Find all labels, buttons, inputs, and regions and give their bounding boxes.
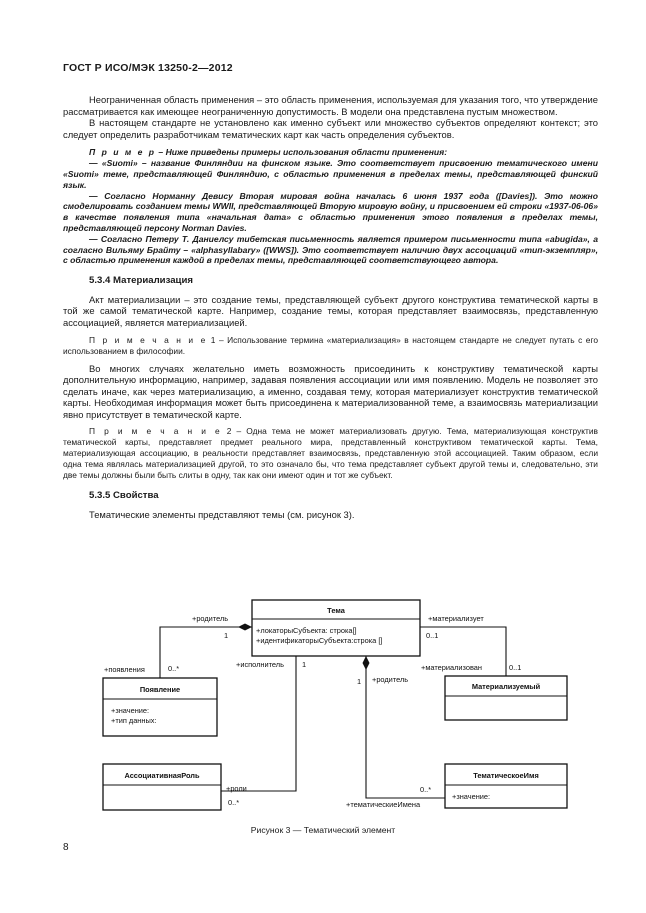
role-label: +родитель (192, 614, 229, 623)
figure-caption: Рисунок 3 — Тематический элемент (250, 825, 396, 835)
multiplicity-label: 0..1 (426, 631, 439, 640)
multiplicity-label: 0..* (168, 664, 180, 673)
association-occurrences (104, 614, 252, 678)
class-attribute: +идентификаторыСубъекта:строка [] (256, 636, 383, 645)
section-heading: 5.3.5 Свойства (89, 490, 159, 502)
role-label: +исполнитель (236, 660, 284, 669)
composition-diamond (363, 656, 370, 670)
note: П р и м е ч а н и е 1 – Использование термина «материализация» в настоящем стандарте не следует путать с его использованием в философии. (63, 334, 598, 356)
association-roles (221, 656, 306, 807)
role-label: +материализует (428, 614, 484, 623)
class-attribute: +значение: (452, 792, 491, 801)
class-reifiable (445, 676, 567, 720)
document-header: ГОСТ Р ИСО/МЭК 13250-2—2012 (63, 62, 233, 74)
role-label: +появления (104, 665, 145, 674)
role-label: +родитель (372, 675, 409, 684)
class-name: Материализуемый (471, 682, 541, 691)
note: П р и м е ч а н и е 2 – Одна тема не может материализовать другую. Тема, материализующая конструктив тематической карты, представляет предмет реального мира, представленный конструктивом тематической карты. Тема, материализующая ассоциацию, в реальности представляет взаимосвязь, представленную этой ассоциацией. Таким образом, если одна тема являлась материализацией другой, то это означало бы, что тема представляет субъект другой темы и, следовательно, эти две темы должны были быть слиты в одну, так как они имеют один и тот же субъект. (63, 426, 598, 481)
class-association-role (103, 764, 221, 810)
class-occurrence (103, 678, 217, 736)
page-number: 8 (63, 842, 69, 853)
paragraph: Неограниченная область применения – это область применения, используемая для указания того, что утверждение рассматривается как имеющее неограниченную допустимость. В модели она представлена пустым множеством. (63, 94, 598, 117)
role-label: +материализован (421, 663, 482, 672)
multiplicity-label: 0..* (420, 785, 432, 794)
example-item: — Согласно Петеру Т. Даниелсу тибетская письменность является примером письменности типа «abugida», а согласно Вильяму Брайту – «alphasyllabary» ([WWS]). Это соответствует наличию двух ассоциаций «тип-экземпляр», с областью применения каждой в пределах темы, представляющей соответствующего автора. (63, 233, 598, 266)
multiplicity-label: 0..1 (509, 663, 522, 672)
multiplicity-label: 1 (302, 660, 307, 669)
multiplicity-label: 1 (357, 677, 362, 686)
multiplicity-label: 0..* (228, 798, 240, 807)
example-intro: П р и м е р – Ниже приведены примеры использования области применения: (89, 147, 448, 158)
association-reifies (420, 614, 521, 676)
class-topic (252, 600, 420, 656)
paragraph: В настоящем стандарте не установлено как именно субъект или множество субъектов определяют контекст; это следует определить разработчикам тематических карт как часть определения субъектов. (63, 117, 598, 140)
composition-diamond (238, 624, 252, 631)
section-heading: 5.3.4 Материализация (89, 275, 193, 287)
paragraph: Акт материализации – это создание темы, представляющей субъект другого конструктива тематической карты в той же самой тематической карте. Например, создание темы, которая представляет взаимосвязь, представленную ассоциацией, является материализацией. (63, 293, 598, 328)
class-name: АссоциативнаяРоль (124, 771, 200, 780)
role-label: +тематическиеИмена (346, 800, 421, 809)
example-item: — «Suomi» – название Финляндии на финском языке. Это соответствует присвоению тематического имени «Suomi» теме, представляющей Финляндию, с областью применения в пределах темы, представляющей финский язык. (63, 158, 598, 190)
paragraph: Во многих случаях желательно иметь возможность присоединить к конструктиву тематической карты дополнительную информацию, например, задавая появления ассоциации или имя появлению. Модель не позволяет это сделать иначе, как через материализацию, а именно, создавая тему, которая материализует конструктив тематической карты. Необходимая информация может быть присоединена к материализованной теме, а взаимосвязь материализации явно присутствует в тематической карте. (63, 362, 598, 420)
multiplicity-label: 1 (224, 631, 229, 640)
class-topic-name (445, 764, 567, 808)
class-name: Появление (139, 685, 181, 694)
class-name: ТематическоеИмя (473, 771, 539, 780)
class-attribute: +локаторыСубъекта: строка[] (256, 626, 357, 635)
class-attribute: +значение: (111, 706, 150, 715)
paragraph: Тематические элементы представляют темы (см. рисунок 3). (89, 509, 355, 521)
class-name: Тема (327, 606, 345, 615)
example-item: — Согласно Норманну Девису Вторая мировая война началась 6 июня 1937 года ([Davies]). Это можно смоделировать созданием темы WWII, представляющей Вторую мировую войну, и присвоением ей строки «1937-06-06» в качестве появления типа «начальная дата» с областью применения этого появления в пределах темы, представляющей персону Norman Davies. (63, 190, 598, 233)
role-label: +роли (226, 784, 247, 793)
example-label: П р и м е р (89, 147, 157, 158)
class-attribute: +тип данных: (111, 716, 157, 725)
association-topic-names (346, 656, 445, 809)
